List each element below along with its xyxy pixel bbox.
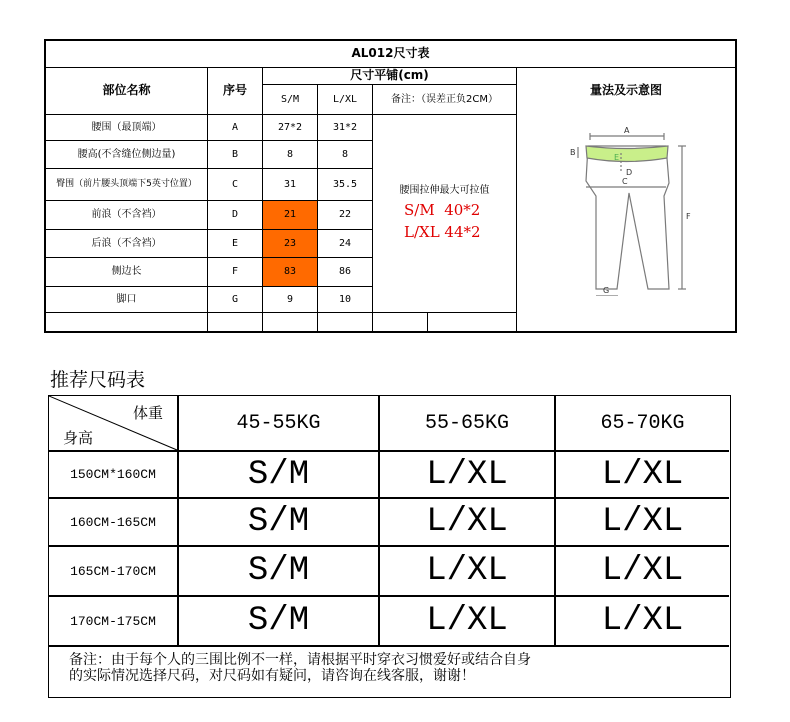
header-sm: S/M [280, 93, 300, 105]
row-sm-highlighted: 23 [263, 230, 317, 257]
size-cell: L/XL [601, 552, 684, 590]
row-code: F [231, 266, 239, 278]
footnote-line-2: 的实际情况选择尺码，对尺码如有疑问，请咨询在线客服，谢谢！ [69, 668, 475, 684]
size-cell: L/XL [601, 503, 684, 541]
row-lxl: 22 [338, 209, 352, 221]
row-name: 前浪（不含裆） [91, 209, 162, 221]
corner-weight-label: 体重 [133, 404, 164, 422]
height-label: 165CM-170CM [70, 563, 156, 579]
label-C: C [622, 177, 628, 186]
row-sm: 8 [286, 148, 294, 160]
pants-measurement-diagram [556, 121, 706, 296]
header-seq: 序号 [222, 83, 247, 98]
size-cell: S/M [247, 503, 310, 541]
row-lxl: 31*2 [332, 121, 358, 133]
size-cell: S/M [247, 602, 310, 640]
header-flat-size: 尺寸平铺(cm) [350, 68, 429, 83]
header-part-name: 部位名称 [102, 83, 151, 98]
label-G: G [603, 286, 610, 295]
row-lxl: 10 [338, 293, 352, 305]
row-sm: 31 [283, 178, 297, 190]
row-code: D [231, 209, 239, 221]
stretch-sm-value: S/M 40*2 [404, 201, 481, 219]
corner-height-label: 身高 [63, 429, 94, 447]
size-chart-table [44, 39, 737, 333]
header-lxl: L/XL [332, 93, 358, 105]
recommend-size-table [48, 395, 731, 698]
weight-header: 65-70KG [600, 411, 685, 435]
label-D: D [626, 168, 633, 177]
size-cell: L/XL [426, 503, 508, 541]
size-cell: S/M [247, 552, 310, 590]
size-cell: L/XL [601, 602, 684, 640]
row-name: 脚口 [116, 293, 137, 305]
row-lxl: 86 [338, 266, 352, 278]
row-code: A [231, 121, 239, 133]
waist-band [586, 146, 668, 162]
row-code: E [231, 237, 239, 249]
row-sm: 9 [286, 293, 294, 305]
size-cell: L/XL [426, 552, 508, 590]
row-lxl: 8 [341, 148, 349, 160]
row-name: 臀围（前片腰头顶端下5英寸位置） [56, 179, 197, 190]
weight-header: 45-55KG [236, 411, 321, 435]
recommend-title: 推荐尺码表 [50, 369, 146, 391]
row-lxl: 35.5 [332, 178, 358, 190]
row-code: C [231, 178, 239, 190]
row-sm-highlighted: 21 [263, 201, 317, 229]
row-name: 腰高(不含缝位侧边量) [77, 148, 176, 160]
height-label: 150CM*160CM [70, 467, 156, 482]
row-name: 腰围（最顶端） [91, 121, 162, 133]
size-cell: L/XL [601, 455, 684, 494]
footnote [69, 652, 724, 684]
row-lxl: 24 [338, 237, 352, 249]
row-code: B [231, 148, 239, 160]
height-label: 160CM-165CM [70, 514, 156, 530]
row-name: 侧边长 [111, 266, 142, 278]
label-A: A [624, 126, 630, 135]
header-diagram: 量法及示意图 [589, 83, 662, 98]
header-note: 备注：（误差正负2CM） [391, 93, 498, 105]
weight-header: 55-65KG [424, 411, 509, 435]
row-sm-highlighted: 83 [263, 258, 317, 286]
stretch-lxl-value: L/XL 44*2 [404, 223, 481, 241]
stretch-label: 腰围拉伸最大可拉值 [399, 185, 490, 197]
footnote-line-1: 备注：由于每个人的三围比例不一样，请根据平时穿衣习惯爱好或结合自身 [69, 652, 531, 668]
size-cell: L/XL [426, 602, 508, 640]
row-code: G [231, 293, 239, 305]
label-E: E [614, 153, 620, 162]
height-label: 170CM-175CM [70, 613, 156, 629]
size-cell: L/XL [426, 455, 508, 494]
label-F: F [686, 212, 691, 221]
table-title: AL012尺寸表 [351, 46, 430, 61]
size-cell: S/M [247, 455, 310, 494]
row-name: 后浪（不含裆） [91, 237, 162, 249]
row-sm: 27*2 [277, 121, 303, 133]
label-B: B [570, 148, 576, 157]
